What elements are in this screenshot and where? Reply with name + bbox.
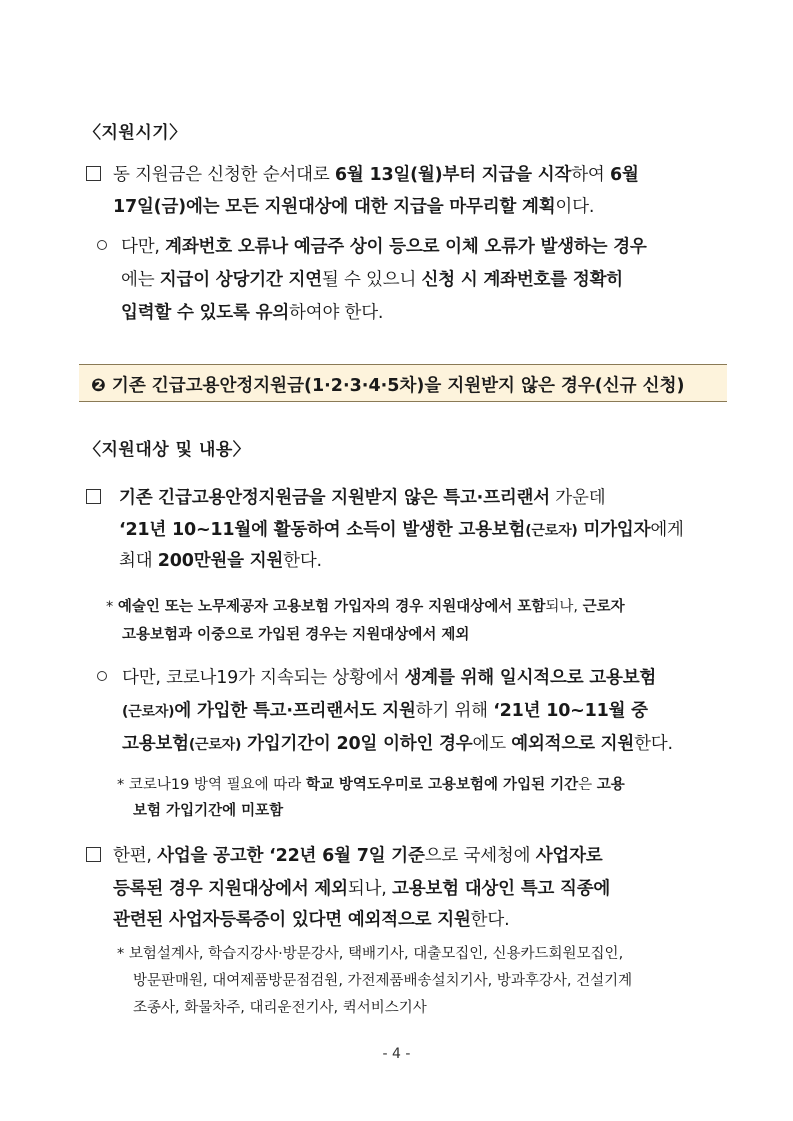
footnote-line: 조종사, 화물차주, 대리운전기사, 퀵서비스기사 [133,1000,427,1016]
paragraph-line: 등록된 경우 지원대상에서 제외되나, 고용보험 대상인 특고 직종에 [113,879,611,899]
footnote-line: * 예술인 또는 노무제공자 고용보험 가입자의 경우 지원대상에서 포함되나, 근로자 [106,599,625,615]
paragraph-line: (근로자)에 가입한 특고·프리랜서도 지원하기 위해 ‘21년 10~11월 중 [122,701,648,721]
paragraph-line: 17일(금)에는 모든 지원대상에 대한 지급을 마무리할 계획이다. [113,197,595,217]
paragraph-line: 고용보험(근로자) 가입기간이 20일 이하인 경우에도 예외적으로 지원한다. [122,734,673,754]
numbered-marker-icon: ❷ [91,376,106,396]
footnote-line: 보험 가입기간에 미포함 [133,803,284,819]
circle-bullet-icon [97,671,107,681]
paragraph-line: ‘21년 10~11월에 활동하여 소득이 발생한 고용보험(근로자) 미가입자에게 [119,520,684,540]
paragraph-line: 다만, 코로나19가 지속되는 상황에서 생계를 위해 일시적으로 고용보험 [122,668,657,688]
footnote-line: * 코로나19 방역 필요에 따라 학교 방역도우미로 고용보험에 가입된 기간은 고용 [117,777,625,793]
paragraph-line: 기존 긴급고용안정지원금을 지원받지 않은 특고·프리랜서 가운데 [119,488,606,508]
banner-text: ❷ 기존 긴급고용안정지원금(1·2·3·4·5차)을 지원받지 않은 경우(신규 신청) [91,376,685,396]
section-heading-target-and-content: 〈지원대상 및 내용〉 [84,440,251,460]
footnote-line: 고용보험과 이중으로 가입된 경우는 지원대상에서 제외 [122,627,470,643]
square-bullet-icon [86,489,101,504]
square-bullet-icon [86,847,101,862]
section-heading-support-period: 〈지원시기〉 [84,123,187,143]
paragraph-line: 입력할 수 있도록 유의하여야 한다. [121,303,384,323]
paragraph-line: 한편, 사업을 공고한 ‘22년 6월 7일 기준으로 국세청에 사업자로 [113,846,603,866]
paragraph-line: 최대 200만원을 지원한다. [119,551,322,571]
page-number: - 4 - [382,1046,411,1062]
paragraph-line: 다만, 계좌번호 오류나 예금주 상이 등으로 이체 오류가 발생하는 경우 [121,237,647,257]
footnote-line: * 보험설계사, 학습지강사·방문강사, 택배기사, 대출모집인, 신용카드회원모집인, [117,946,624,962]
paragraph-line: 동 지원금은 신청한 순서대로 6월 13일(월)부터 지급을 시작하여 6월 [113,165,639,185]
paragraph-line: 에는 지급이 상당기간 지연될 수 있으니 신청 시 계좌번호를 정확히 [121,270,623,290]
paragraph-line: 관련된 사업자등록증이 있다면 예외적으로 지원한다. [113,910,510,930]
circle-bullet-icon [97,240,107,250]
section-banner [79,364,727,402]
footnote-line: 방문판매원, 대여제품방문점검원, 가전제품배송설치기사, 방과후강사, 건설기계 [133,973,633,989]
square-bullet-icon [86,166,101,181]
